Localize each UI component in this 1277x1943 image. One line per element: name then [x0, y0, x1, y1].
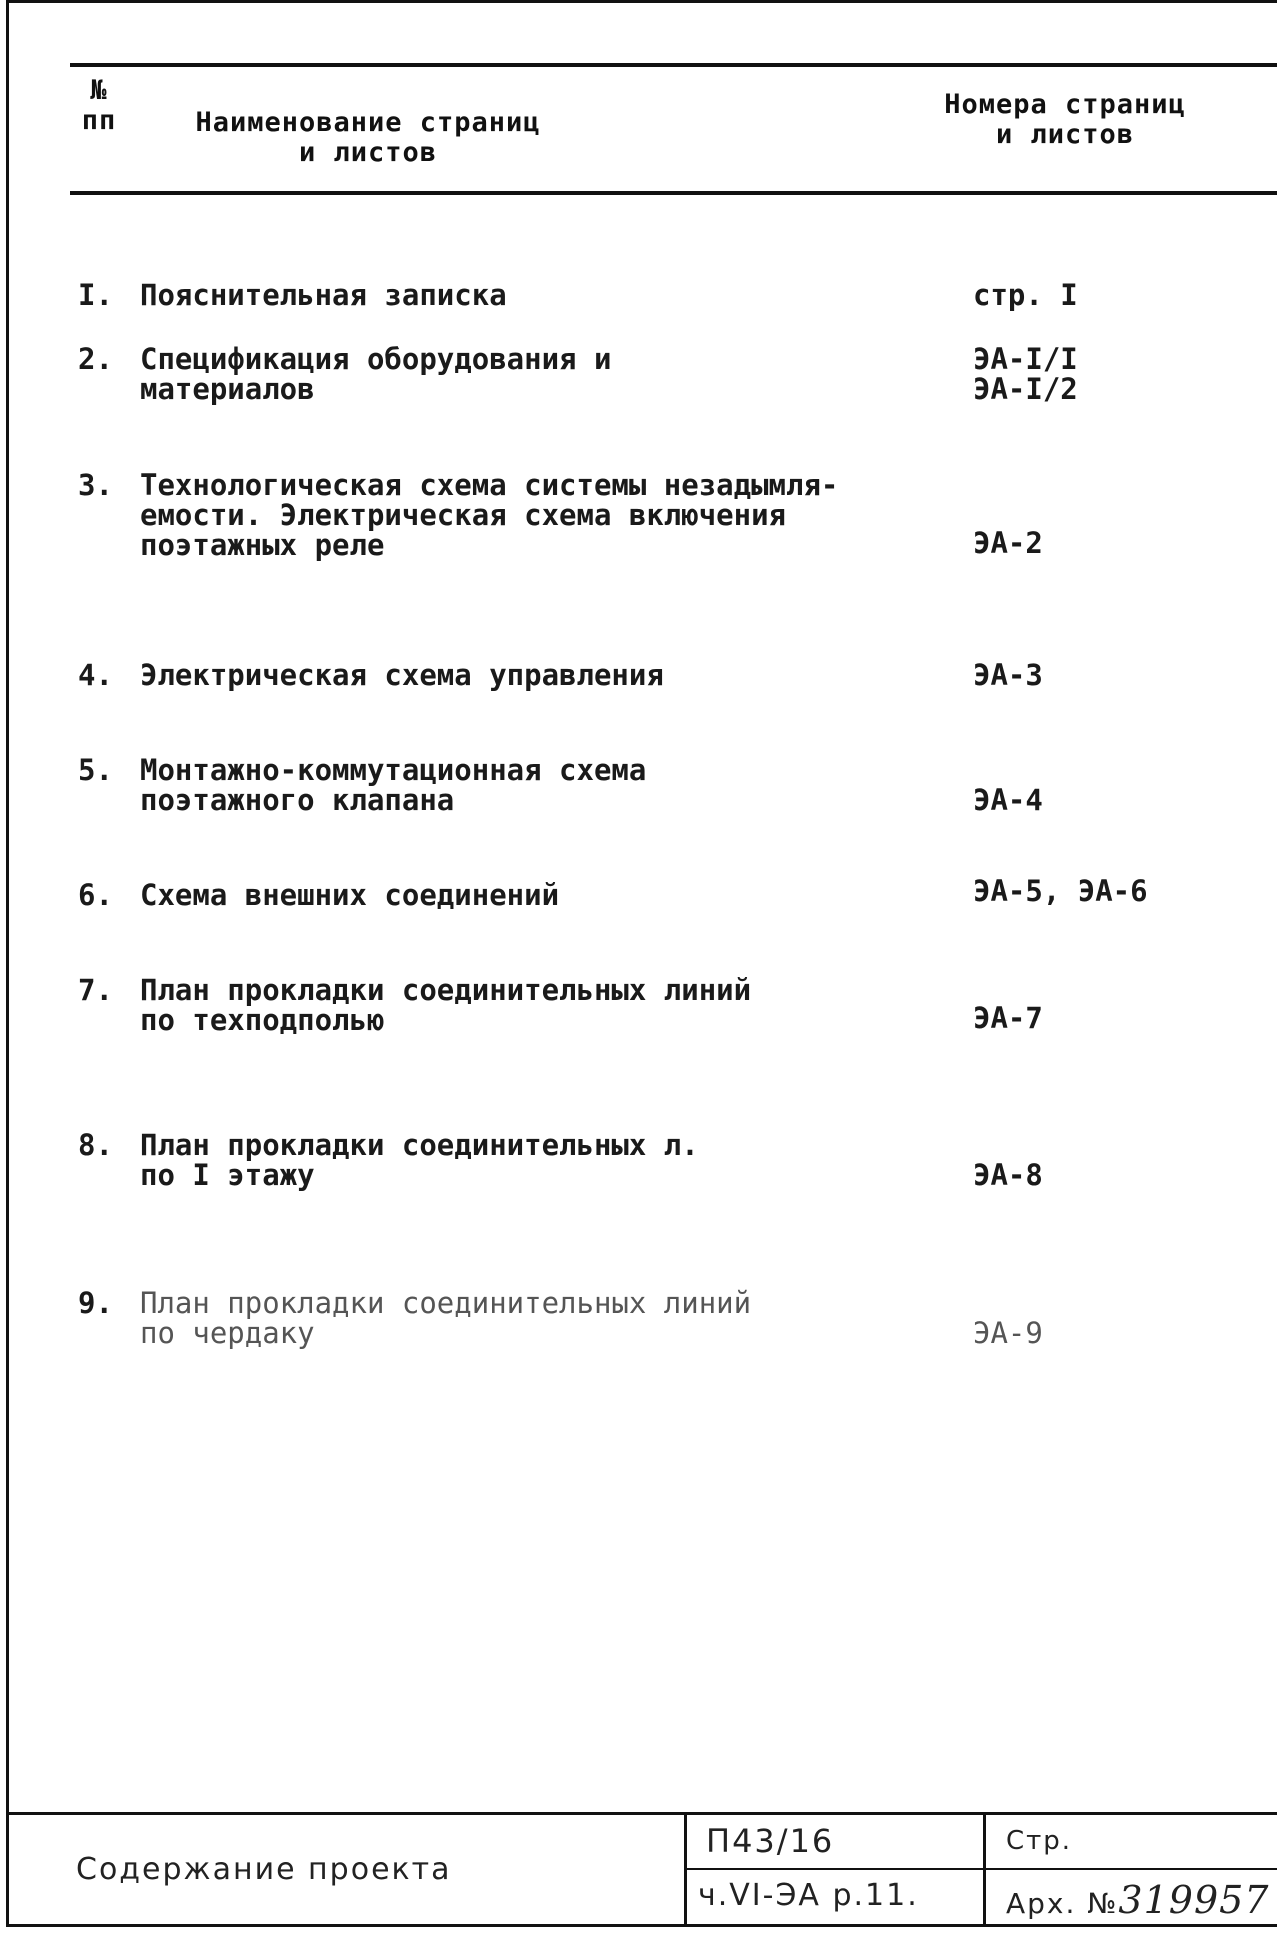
item-code: стр. I: [973, 278, 1078, 312]
item-number: 7.: [78, 973, 113, 1007]
title-block-row-divider: [684, 1868, 1277, 1870]
item-title: Технологическая схема системы незадымля- емости. Электрическая схема включения поэтажных реле: [140, 468, 839, 562]
item-title: Спецификация оборудования и материалов: [140, 342, 612, 406]
header-number: № пп: [81, 75, 117, 136]
header-rule-top: [70, 63, 1277, 67]
item-code: ЭА-I/I ЭА-I/2: [973, 342, 1078, 406]
item-code: ЭА-4: [973, 783, 1043, 817]
sheet-code: П43/16: [706, 1822, 835, 1860]
item-number: 6.: [78, 878, 113, 912]
item-title: План прокладки соединительных линий по чердаку: [140, 1286, 752, 1350]
header-name: Наименование страниц и листов: [195, 107, 541, 168]
item-code: ЭА-7: [973, 1001, 1043, 1035]
item-number: 3.: [78, 468, 113, 502]
item-code: ЭА-5, ЭА-6: [973, 874, 1148, 908]
title-block-rule: [6, 1812, 1277, 1815]
item-number: 8.: [78, 1128, 113, 1162]
title-block: [6, 1812, 1277, 1926]
page-frame-left: [6, 0, 9, 1925]
item-code: ЭА-3: [973, 658, 1043, 692]
item-title: Монтажно-коммутационная схема поэтажного клапана: [140, 753, 647, 817]
item-code: ЭА-8: [973, 1158, 1043, 1192]
item-number: 5.: [78, 753, 113, 787]
item-title: Пояснительная записка: [140, 278, 507, 312]
part-code: ч.VI-ЭА р.11.: [698, 1878, 919, 1913]
item-number: 4.: [78, 658, 113, 692]
header-pages: Номера страниц и листов: [944, 89, 1186, 150]
item-code: ЭА-2: [973, 526, 1043, 560]
page-frame-top: [6, 0, 1277, 3]
header-rule-bottom: [70, 191, 1277, 195]
item-number: I.: [78, 278, 113, 312]
archive-value: 319957: [1118, 1878, 1270, 1922]
page-label: Стр.: [1006, 1826, 1073, 1856]
item-code: ЭА-9: [973, 1316, 1043, 1350]
item-title: План прокладки соединительных линий по техподполью: [140, 973, 752, 1037]
item-number: 9.: [78, 1286, 113, 1320]
item-title: План прокладки соединительных л. по I этажу: [140, 1128, 699, 1192]
item-title: Схема внешних соединений: [140, 878, 560, 912]
archive-number: [1006, 1878, 1269, 1922]
item-title: Электрическая схема управления: [140, 658, 664, 692]
project-contents-title: Содержание проекта: [76, 1852, 452, 1887]
archive-label: Арх. №: [1006, 1887, 1119, 1920]
item-number: 2.: [78, 342, 113, 376]
